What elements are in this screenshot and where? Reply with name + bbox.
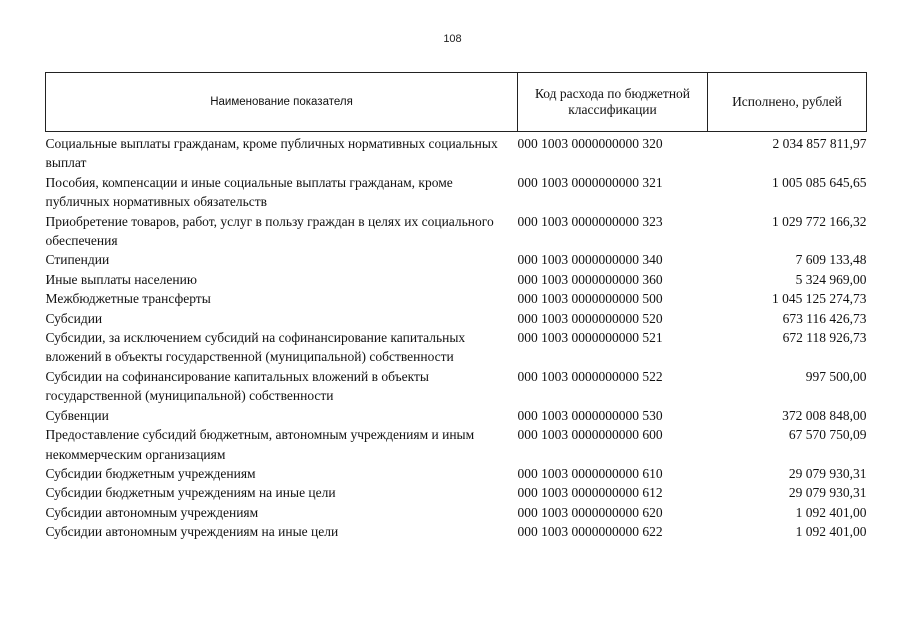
row-name: Субсидии автономным учреждениям на иные цели <box>45 524 339 540</box>
row-amount: 5 324 969,00 <box>795 271 867 287</box>
row-code: 000 1003 0000000000 320 <box>517 136 663 151</box>
table-row <box>46 406 867 425</box>
row-name: Субсидии, за исключением субсидий на софинансирование капитальных вложений в объекты государственной (муниципальной) собственности <box>45 330 466 365</box>
table-row <box>46 132 867 173</box>
row-name: Субвенции <box>45 407 109 423</box>
table-body <box>46 132 867 542</box>
row-code: 000 1003 0000000000 522 <box>517 368 663 384</box>
table-header <box>46 73 867 132</box>
row-amount: 372 008 848,00 <box>782 407 867 423</box>
table-row <box>46 270 867 289</box>
row-amount: 1 092 401,00 <box>795 504 867 520</box>
table-row <box>46 250 867 269</box>
table-row <box>46 503 867 522</box>
row-amount: 1 092 401,00 <box>795 524 867 540</box>
row-name: Межбюджетные трансферты <box>45 291 211 307</box>
table-row <box>46 483 867 502</box>
row-amount: 673 116 426,73 <box>782 310 867 326</box>
table-row <box>46 522 867 541</box>
row-amount: 1 029 772 166,32 <box>772 213 867 229</box>
row-amount: 7 609 133,48 <box>795 252 867 268</box>
row-name: Приобретение товаров, работ, услуг в пользу граждан в целях их социального обеспечения <box>45 213 494 249</box>
header-budget-code: Код расхода по бюджетной классификации <box>518 73 708 132</box>
table-row <box>46 173 867 212</box>
row-amount: 2 034 857 811,97 <box>772 136 867 151</box>
table-row <box>46 464 867 483</box>
row-code: 000 1003 0000000000 530 <box>517 407 663 423</box>
row-code: 000 1003 0000000000 321 <box>517 174 663 190</box>
row-code: 000 1003 0000000000 323 <box>517 213 663 229</box>
row-amount: 997 500,00 <box>805 368 867 384</box>
row-name: Стипендии <box>45 252 110 268</box>
row-name: Социальные выплаты гражданам, кроме публичных нормативных социальных выплат <box>45 136 498 171</box>
row-amount: 1 045 125 274,73 <box>772 291 867 307</box>
row-code: 000 1003 0000000000 620 <box>517 504 663 520</box>
header-indicator-name: Наименование показателя <box>46 73 518 132</box>
table-row <box>46 289 867 308</box>
row-code: 000 1003 0000000000 500 <box>517 291 663 307</box>
row-amount: 67 570 750,09 <box>788 427 867 443</box>
table-row <box>46 367 867 406</box>
row-code: 000 1003 0000000000 600 <box>517 427 663 443</box>
row-amount: 29 079 930,31 <box>788 465 867 481</box>
row-amount: 1 005 085 645,65 <box>772 174 867 190</box>
row-name: Субсидии бюджетным учреждениям <box>45 465 256 481</box>
row-name: Иные выплаты населению <box>45 271 197 287</box>
row-amount: 672 118 926,73 <box>782 330 867 346</box>
row-name: Субсидии на софинансирование капитальных вложений в объекты государственной (муниципальной) собственности <box>45 368 429 404</box>
table-row <box>46 425 867 464</box>
row-code: 000 1003 0000000000 612 <box>517 485 663 501</box>
table-row <box>46 309 867 328</box>
row-code: 000 1003 0000000000 360 <box>517 271 663 287</box>
row-name: Субсидии автономным учреждениям <box>45 504 259 520</box>
row-code: 000 1003 0000000000 520 <box>517 310 663 326</box>
row-name: Субсидии <box>45 310 103 326</box>
expenditure-table <box>45 72 867 542</box>
table-row <box>46 212 867 251</box>
row-code: 000 1003 0000000000 340 <box>517 252 663 268</box>
row-amount: 29 079 930,31 <box>788 485 867 501</box>
row-name: Пособия, компенсации и иные социальные выплаты гражданам, кроме публичных нормативных обязательств <box>45 174 453 210</box>
row-code: 000 1003 0000000000 610 <box>517 465 663 481</box>
row-name: Предоставление субсидий бюджетным, автономным учреждениям и иным некоммерческим организациям <box>45 427 475 462</box>
page-number: 108 <box>443 33 462 45</box>
row-name: Субсидии бюджетным учреждениям на иные цели <box>45 485 336 501</box>
table-row <box>46 328 867 367</box>
header-executed-amount: Исполнено, рублей <box>708 73 867 132</box>
row-code: 000 1003 0000000000 622 <box>517 524 663 540</box>
row-code: 000 1003 0000000000 521 <box>517 330 663 346</box>
